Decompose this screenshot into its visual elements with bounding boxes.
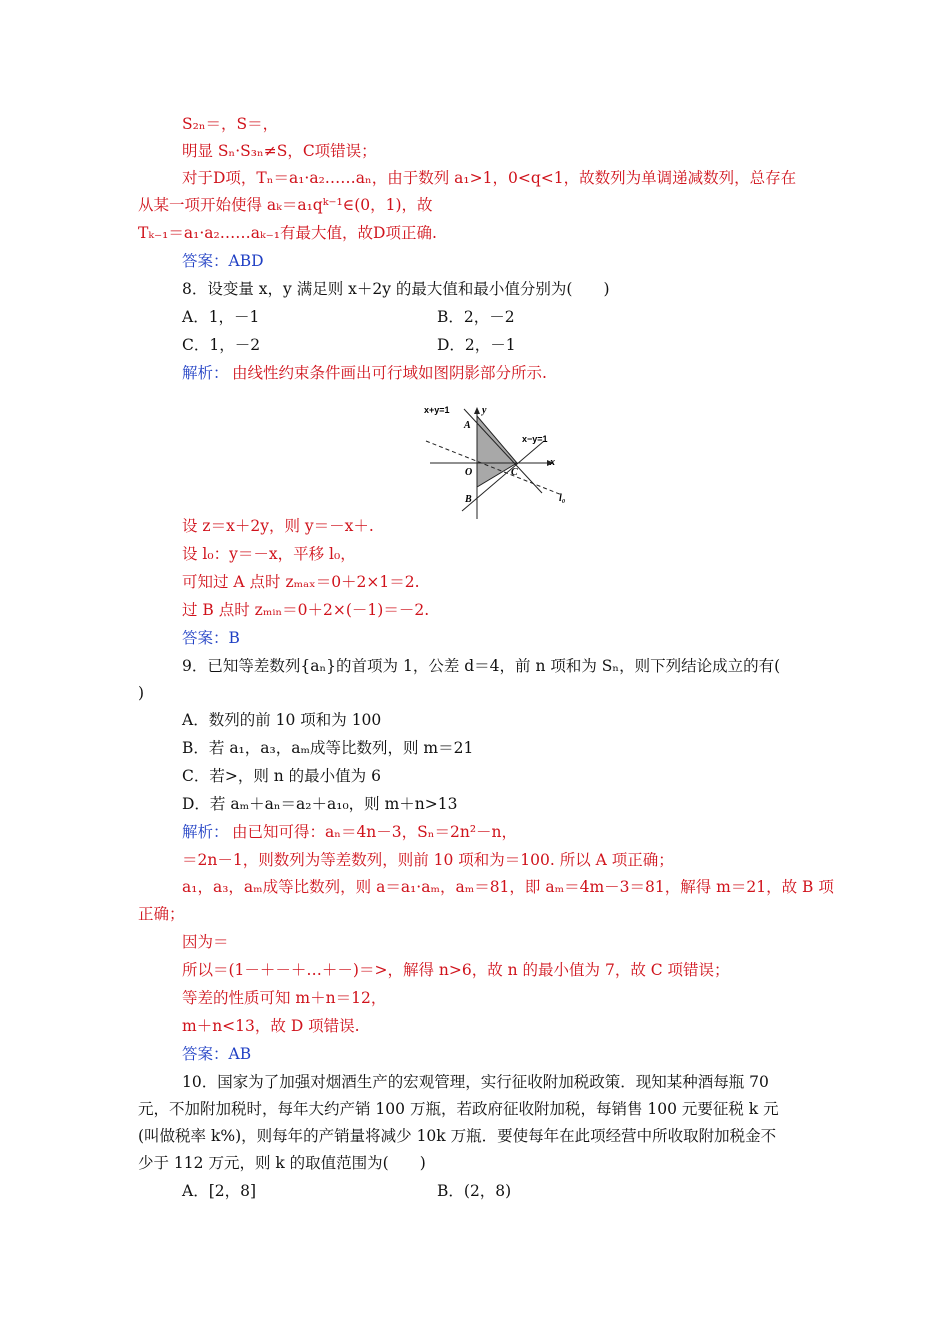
text-line: 所以＝(1－＋－＋…＋－)＝>，解得 n>6，故 n 的最小值为 7，故 C 项错误； (182, 961, 730, 979)
text-line: 过 B 点时 zₘᵢₙ＝0＋2×(－1)＝－2. (182, 601, 430, 619)
text-line: D．2，－1 (437, 336, 516, 354)
label-x-plus-y: x+y=1 (424, 405, 450, 415)
text-line: 少于 112 万元，则 k 的取值范围为( ) (138, 1154, 426, 1172)
text-line: A．数列的前 10 项和为 100 (182, 711, 382, 729)
text-line: C．1，－2 (182, 336, 261, 354)
text-line: 由已知可得：aₙ＝4n－3，Sₙ＝2n²－n， (232, 823, 518, 841)
text-line: B．(2，8) (437, 1182, 512, 1200)
text-line: 10．国家为了加强对烟酒生产的宏观管理，实行征收附加税政策．现知某种酒每瓶 70 (182, 1073, 769, 1091)
label-x-minus-y: x−y=1 (522, 434, 548, 444)
text-line: m＋n<13，故 D 项错误. (182, 1017, 360, 1035)
text-line: B．2，－2 (437, 308, 515, 326)
label-C: C (511, 467, 518, 478)
text-line: 可知过 A 点时 zₘₐₓ＝0＋2×1＝2. (182, 573, 420, 591)
text-line: 元，不加附加税时，每年大约产销 100 万瓶，若政府征收附加税，每销售 100 元要征税 k 元 (138, 1100, 779, 1118)
text-line: D．若 aₘ＋aₙ＝a₂＋a₁₀，则 m＋n>13 (182, 795, 458, 813)
text-line: 答案：AB (182, 1045, 252, 1063)
text-line: 解析： (182, 823, 229, 841)
text-line: 设 z＝x＋2y，则 y＝－x＋. (182, 517, 374, 535)
text-line: S₂ₙ＝，S＝， (182, 115, 279, 133)
text-line: (叫做税率 k%)，则每年的产销量将减少 10k 万瓶．要使每年在此项经营中所收取附加税金不 (138, 1127, 777, 1145)
label-x: x (550, 457, 555, 468)
label-B: B (465, 494, 472, 505)
text-line: A．[2，8] (182, 1182, 257, 1200)
text-line: 等差的性质可知 m＋n＝12， (182, 989, 387, 1007)
text-line: Tₖ₋₁＝a₁·a₂……aₖ₋₁有最大值，故D项正确. (138, 224, 437, 242)
text-line: 9．已知等差数列{aₙ}的首项为 1，公差 d＝4，前 n 项和为 Sₙ，则下列结论成立的有( (182, 657, 781, 675)
text-line: 明显 Sₙ·S₃ₙ≠S，C项错误； (182, 142, 377, 160)
text-line: 因为＝ (182, 933, 229, 951)
label-O: O (465, 467, 473, 478)
text-line: 从某一项开始使得 aₖ＝a₁qᵏ⁻¹∈(0，1)，故 (138, 196, 433, 214)
label-A: A (464, 420, 471, 431)
text-line: ) (138, 684, 145, 702)
label-y: y (482, 405, 487, 416)
text-line: 答案：B (182, 629, 240, 647)
text-line: ＝2n－1，则数列为等差数列，则前 10 项和为＝100. 所以 A 项正确； (182, 851, 674, 869)
text-line: 答案：ABD (182, 252, 264, 270)
text-line: 8．设变量 x，y 满足则 x＋2y 的最大值和最小值分别为( ) (182, 280, 610, 298)
text-line: 解析： (182, 364, 229, 382)
text-line: 正确； (138, 905, 185, 923)
text-line: B．若 a₁，a₃，aₘ成等比数列，则 m＝21 (182, 739, 474, 757)
text-line: A．1，－1 (182, 308, 260, 326)
label-l0: l₀ (559, 493, 566, 504)
text-line: C．若>，则 n 的最小值为 6 (182, 767, 381, 785)
text-line: 由线性约束条件画出可行域如图阴影部分所示. (232, 364, 547, 382)
text-line: 设 l₀：y＝－x，平移 l₀， (182, 545, 356, 563)
feasible-region-figure (422, 403, 570, 519)
text-line: a₁，a₃，aₘ成等比数列，则 a＝a₁·aₘ，aₘ＝81，即 aₘ＝4m－3＝81，解得 m＝21，故 B 项 (182, 878, 834, 896)
text-line: 对于D项，Tₙ＝a₁·a₂……aₙ，由于数列 a₁>1，0<q<1，故数列为单调递减数列，总存在 (182, 169, 797, 187)
